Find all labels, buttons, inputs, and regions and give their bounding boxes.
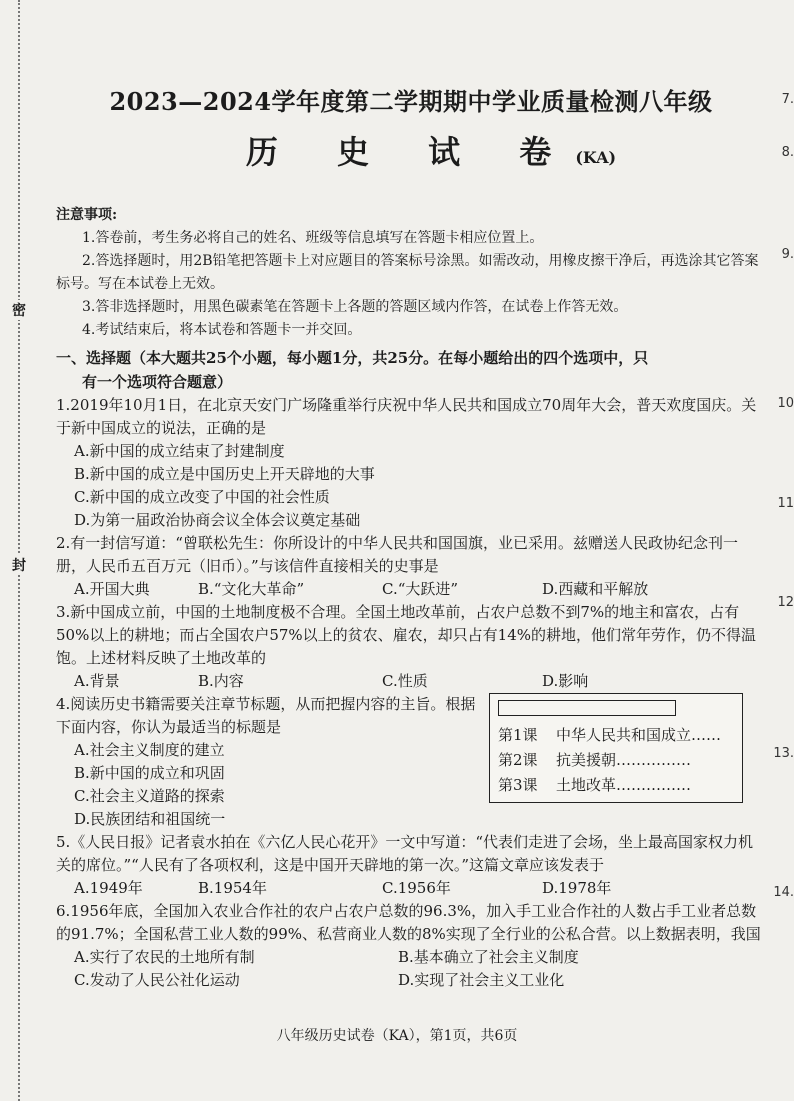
- option-b: B.新中国的成立和巩固: [74, 764, 225, 782]
- option-a: A.新中国的成立结束了封建制度: [74, 442, 285, 460]
- option-d: D.民族团结和祖国统一: [74, 810, 226, 828]
- subject-code: (KA): [575, 148, 617, 167]
- question-stem: 3.新中国成立前，中国的土地制度极不合理。全国土地改革前，占农户总数不到7%的地主和富农，占有50%以上的耕地；而占全国农户57%以上的贫农、雇农，却只占有14%的耕地，他们常年劳作，仍不得温饱。上述材料反映了土地改革的: [56, 603, 757, 667]
- section-heading: [56, 346, 766, 394]
- toc-row: [498, 724, 721, 747]
- option-c: C.1956年: [382, 879, 451, 897]
- margin-number: 9.: [781, 247, 794, 262]
- blank-title-box: [498, 700, 676, 716]
- option-b: B.新中国的成立是中国历史上开天辟地的大事: [74, 465, 375, 483]
- option-d: D.影响: [542, 672, 589, 690]
- question-stem: 6.1956年底，全国加入农业合作社的农户占农户总数的96.3%，加入手工业合作社的人数占手工业者总数的91.7%；全国私营工业人数的99%、私营商业人数的8%实现了全行业的公私合营。以上数据表明，我国: [56, 902, 761, 943]
- toc-row: [498, 749, 691, 772]
- question-stem: 2.有一封信写道：“曾联松先生：你所设计的中华人民共和国国旗，业已采用。兹赠送人民政协纪念刊一册，人民币五百万元（旧币）。”与该信件直接相关的史事是: [56, 534, 738, 575]
- section-heading-line2: 有一个选项符合题意）: [82, 373, 233, 391]
- instruction-item: 4.考试结束后，将本试卷和答题卡一并交回。: [82, 322, 362, 338]
- instruction-item: 3.答非选择题时，用黑色碳素笔在答题卡上各题的答题区域内作答，在试卷上作答无效。: [82, 299, 628, 315]
- instructions-title: 注意事项:: [56, 207, 118, 223]
- next-page-margin: [770, 0, 794, 1101]
- option-a: A.1949年: [74, 879, 143, 897]
- margin-number: 13.: [773, 746, 794, 761]
- option-d: D.实现了社会主义工业化: [398, 971, 565, 989]
- option-c: C.社会主义道路的探索: [74, 787, 225, 805]
- binding-line: [18, 0, 20, 1101]
- option-d: D.1978年: [542, 879, 612, 897]
- question-4: [56, 693, 766, 831]
- binding-char-feng: 封: [9, 555, 29, 575]
- option-b: B.基本确立了社会主义制度: [398, 948, 579, 966]
- question-2: [56, 532, 766, 601]
- options-row: [56, 578, 766, 601]
- options-row: [56, 670, 766, 693]
- option-c: C.新中国的成立改变了中国的社会性质: [74, 488, 330, 506]
- question-3: [56, 601, 766, 693]
- option-d: D.西藏和平解放: [542, 580, 649, 598]
- options-row: [56, 946, 766, 969]
- question-stem: 5.《人民日报》记者袁水拍在《六亿人民心花开》一文中写道：“代表们走进了会场，坐上最高国家权力机关的席位。”“人民有了各项权利，这是中国开天辟地的第一次。”这篇文章应该发表于: [56, 833, 753, 874]
- question-1: [56, 394, 766, 532]
- question-stem: 4.阅读历史书籍需要关注章节标题，从而把握内容的主旨。根据下面内容，你认为最适当的标题是: [56, 695, 476, 736]
- exam-content: [56, 84, 766, 992]
- option-d: D.为第一届政治协商会议全体会议奠定基础: [74, 511, 361, 529]
- instructions: [56, 204, 766, 342]
- option-b: B.“文化大革命”: [198, 580, 305, 598]
- options-row: [56, 969, 766, 992]
- subject-name: 历 史 试 卷: [245, 133, 576, 171]
- question-5: [56, 831, 766, 900]
- lesson-number: 第1课: [498, 726, 538, 744]
- lesson-number: 第2课: [498, 751, 538, 769]
- option-b: B.内容: [198, 672, 244, 690]
- table-of-contents-box: [489, 693, 743, 803]
- instruction-item: 1.答卷前，考生务必将自己的姓名、班级等信息填写在答题卡相应位置上。: [82, 230, 544, 246]
- lesson-title: 土地改革……………: [556, 776, 692, 794]
- option-a: A.实行了农民的土地所有制: [74, 948, 255, 966]
- binding-char-mi: 密: [9, 300, 29, 320]
- option-a: A.社会主义制度的建立: [74, 741, 225, 759]
- margin-number: 12: [777, 595, 794, 610]
- exam-title: 2023—2024学年度第二学期期中学业质量检测八年级: [109, 87, 713, 116]
- lesson-title: 中华人民共和国成立……: [556, 726, 722, 744]
- instruction-item: 2.答选择题时，用2B铅笔把答题卡上对应题目的答案标号涂黑。如需改动，用橡皮擦干净后，再选涂其它答案标号。写在本试卷上无效。: [56, 253, 759, 292]
- options-row: [56, 877, 766, 900]
- section-heading-line1: 一、选择题（本大题共25个小题，每小题1分，共25分。在每小题给出的四个选项中，只: [56, 349, 649, 367]
- option-a: A.开国大典: [74, 580, 150, 598]
- question-4-text: [56, 693, 476, 831]
- toc-row: [498, 774, 691, 797]
- subject-title: [56, 128, 766, 182]
- page-footer: 八年级历史试卷（KA），第1页，共6页: [276, 1028, 518, 1044]
- question-6: [56, 900, 766, 992]
- option-c: C.性质: [382, 672, 428, 690]
- margin-number: 7.: [781, 92, 794, 107]
- margin-number: 8.: [781, 145, 794, 160]
- option-a: A.背景: [74, 672, 120, 690]
- margin-number: 10: [777, 396, 794, 411]
- question-stem: 1.2019年10月1日，在北京天安门广场隆重举行庆祝中华人民共和国成立70周年大会，普天欢度国庆。关于新中国成立的说法，正确的是: [56, 396, 757, 437]
- option-c: C.发动了人民公社化运动: [74, 971, 240, 989]
- option-c: C.“大跃进”: [382, 580, 459, 598]
- option-b: B.1954年: [198, 879, 267, 897]
- margin-number: 14.: [773, 885, 794, 900]
- lesson-title: 抗美援朝……………: [556, 751, 692, 769]
- margin-number: 11: [777, 496, 794, 511]
- lesson-number: 第3课: [498, 776, 538, 794]
